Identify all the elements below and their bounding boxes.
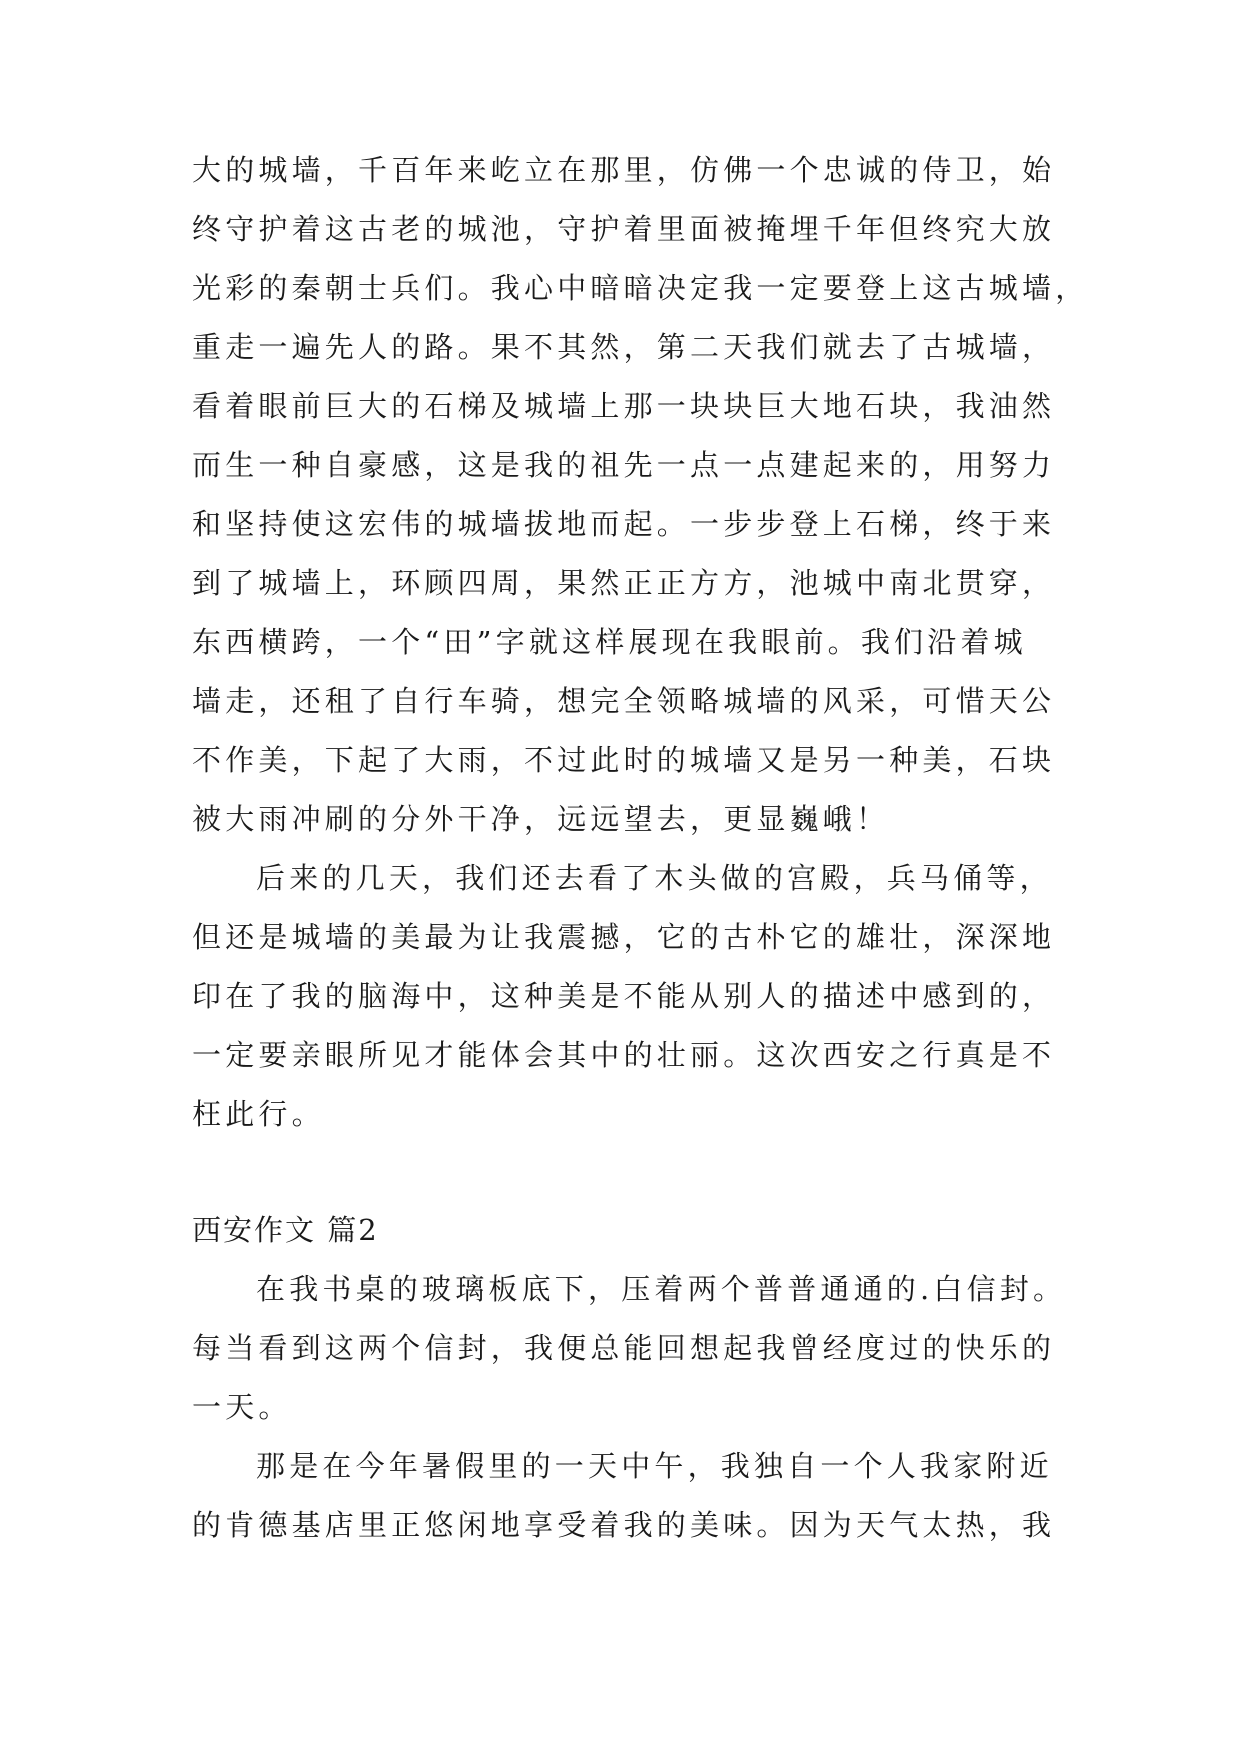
text-line: 终守护着这古老的城池，守护着里面被掩埋千年但终究大放 [192,212,1056,246]
text-line: 和坚持使这宏伟的城墙拔地而起。一步步登上石梯，终于来 [192,507,1056,541]
section-heading: 西安作文 篇2 [192,1213,379,1247]
text-line: 印在了我的脑海中，这种美是不能从别人的描述中感到的， [192,979,1056,1013]
text-line: 看着眼前巨大的石梯及城墙上那一块块巨大地石块，我油然 [192,389,1056,423]
text-line: 到了城墙上，环顾四周，果然正正方方，池城中南北贯穿， [192,566,1056,600]
text-line: 重走一遍先人的路。果不其然，第二天我们就去了古城墙， [192,330,1056,364]
text-line: 而生一种自豪感，这是我的祖先一点一点建起来的，用努力 [192,448,1056,482]
text-line: 不作美，下起了大雨，不过此时的城墙又是另一种美，石块 [192,743,1056,777]
text-line: 每当看到这两个信封，我便总能回想起我曾经度过的快乐的 [192,1331,1056,1365]
text-line: 大的城墙，千百年来屹立在那里，仿佛一个忠诚的侍卫，始 [192,153,1056,187]
text-line: 一定要亲眼所见才能体会其中的壮丽。这次西安之行真是不 [192,1038,1056,1072]
text-line: 东西横跨，一个“田”字就这样展现在我眼前。我们沿着城 [192,625,1027,659]
text-line: 枉此行。 [192,1097,325,1131]
text-line: 那是在今年暑假里的一天中午，我独自一个人我家附近 [256,1449,1053,1483]
text-line: 的肯德基店里正悠闲地享受着我的美味。因为天气太热，我 [192,1508,1056,1542]
text-line: 光彩的秦朝士兵们。我心中暗暗决定我一定要登上这古城墙， [192,271,1089,305]
text-line: 但还是城墙的美最为让我震撼，它的古朴它的雄壮，深深地 [192,920,1056,954]
text-line: 后来的几天，我们还去看了木头做的宫殿，兵马俑等， [256,861,1053,895]
text-line: 一天。 [192,1390,292,1424]
text-line: 被大雨冲刷的分外干净，远远望去，更显巍峨！ [192,802,890,836]
text-line: 墙走，还租了自行车骑，想完全领略城墙的风采，可惜天公 [192,684,1056,718]
text-line: 在我书桌的玻璃板底下，压着两个普普通通的.白信封。 [256,1272,1067,1306]
